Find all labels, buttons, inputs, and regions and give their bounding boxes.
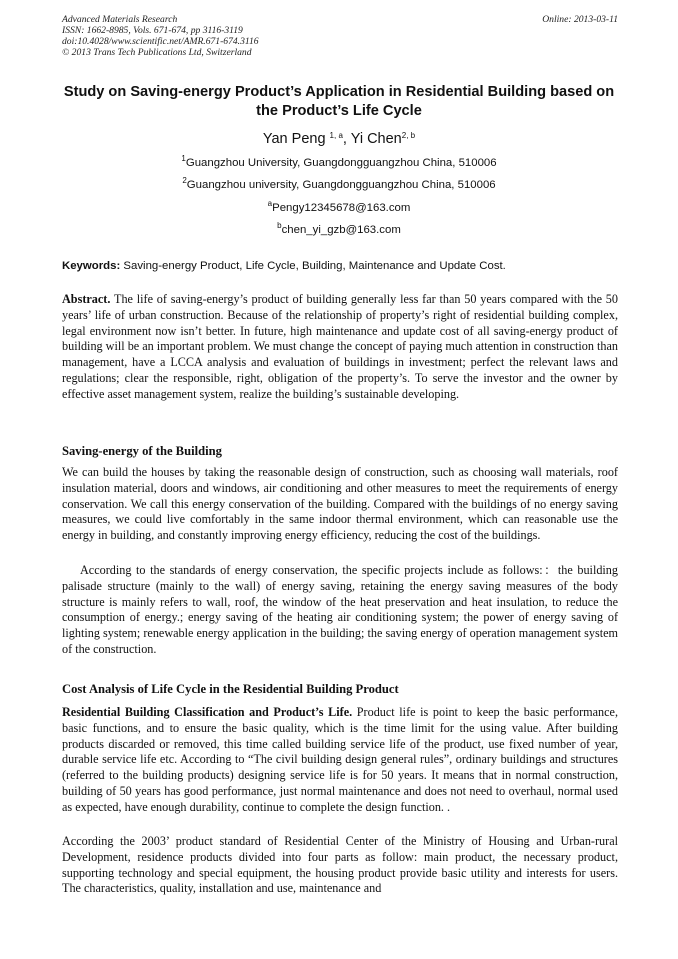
email-a	[60, 201, 618, 215]
section1-paragraph-1: We can build the houses by taking the reasonable design of construction, such as choosing wall materials, roof insulation material, doors and windows, air conditioning and other measures to meet the requirements of energy conservation. We call this energy conservation of the building. Compared with the buildings of no energy saving measures, we could live comfortably in the same indoor thermal environment, which can reasonable use the energy in building, and constantly improving energy efficiency, reducing the cost of the buildings.	[62, 465, 618, 543]
abstract-label: Abstract.	[62, 292, 111, 306]
keywords	[62, 259, 618, 273]
section-heading-saving-energy: Saving-energy of the Building	[62, 444, 222, 458]
email-text: chen_yi_gzb@163.com	[281, 224, 401, 236]
email-b	[60, 223, 618, 237]
author-separator: ,	[342, 131, 351, 147]
issn-line: ISSN: 1662-8985, Vols. 671-674, pp 3116-3119	[62, 25, 243, 36]
abstract-paragraph	[62, 292, 618, 403]
subsection-text: Product life is point to keep the basic performance, basic functions, and to ensure the basic quality, which is the time limit for the using value. After building products discarded or removed, this time called building service life of the product, use fixed number of year, durable service life etc. According to “The civil building design general rules”, ordinary buildings and structures (referred to the building products) designing service life is for 50 years. It means that in normal construction, building of 50 years has good performance, just normal maintenance and does not need to overhaul, normal used as expected, have enough durability, continue to complete the design function. .	[62, 705, 618, 814]
subsection-title: Residential Building Classification and Product’s Life.	[62, 705, 353, 719]
keywords-text: Saving-energy Product, Life Cycle, Building, Maintenance and Update Cost.	[123, 260, 506, 272]
email-marker: a	[267, 199, 273, 208]
author-superscript: 2, b	[401, 131, 416, 140]
abstract-text: The life of saving-energy’s product of building generally less far than 50 years compared with the 50 years’ life of urban construction. Because of the relationship of property’s right of residential building complex, legal environment now isn’t better. In future, high maintenance and update cost of all saving-energy product of building will be an important problem. We must change the concept of paying much attention in construction than management, have a LCCA analysis and evaluation of buildings in investment; perfect the relevant laws and regulations; clear the responsible, right, obligation of the property’s. To serve the investor and the owner by effective asset management system, realize the building’s sustainable developing.	[62, 292, 618, 401]
copyright-line: © 2013 Trans Tech Publications Ltd, Switzerland	[62, 47, 252, 58]
keywords-label: Keywords:	[62, 260, 121, 272]
doi-line: doi:10.4028/www.scientific.net/AMR.671-674.3116	[62, 36, 259, 47]
journal-name: Advanced Materials Research	[62, 14, 178, 25]
affiliation-text: Guangzhou university, Guangdongguangzhou China, 510006	[186, 179, 496, 191]
affiliation-text: Guangzhou University, Guangdongguangzhou China, 510006	[185, 157, 497, 169]
email-marker: b	[277, 221, 282, 230]
section-heading-cost-analysis: Cost Analysis of Life Cycle in the Residential Building Product	[62, 682, 399, 696]
section2-paragraph-1	[62, 705, 618, 816]
author-name: Yan Peng	[262, 131, 326, 147]
author-name: Yi Chen	[350, 131, 402, 147]
affiliation-2	[60, 178, 618, 192]
email-text: Pengy12345678@163.com	[272, 202, 411, 214]
journal-header	[62, 14, 618, 58]
affiliation-marker: 1	[181, 154, 186, 163]
section1-paragraph-2: According to the standards of energy conservation, the specific projects include as follows:：the building palisade structure (mainly to the wall) of energy saving, retaining the energy saving measures of the body structure is mainly refers to wall, roof, the window of the heat preservation and heat insulation, to reduce the consumption of energy.; energy saving of the heating air conditioning system; the power of energy saving of lighting system; renewable energy application in the building; the saving energy of operation management system of the construction.	[62, 563, 618, 656]
section2-paragraph-2: According the 2003’ product standard of Residential Center of the Ministry of Housing and Urban-rural Development, residence products divided into four parts as follow: main product, the necessary product, supporting technology and special equipment, the housing product provide basic utility and interests for users. The characteristics, quality, installation and use, maintenance and	[62, 834, 618, 896]
affiliation-1	[60, 156, 618, 170]
author-list	[60, 130, 618, 148]
paper-title: Study on Saving-energy Product’s Application in Residential Building based on the Product’s Life Cycle	[63, 84, 615, 119]
author-superscript: 1, a	[329, 131, 343, 140]
affiliation-marker: 2	[182, 176, 187, 185]
online-date: Online: 2013-03-11	[542, 14, 618, 25]
